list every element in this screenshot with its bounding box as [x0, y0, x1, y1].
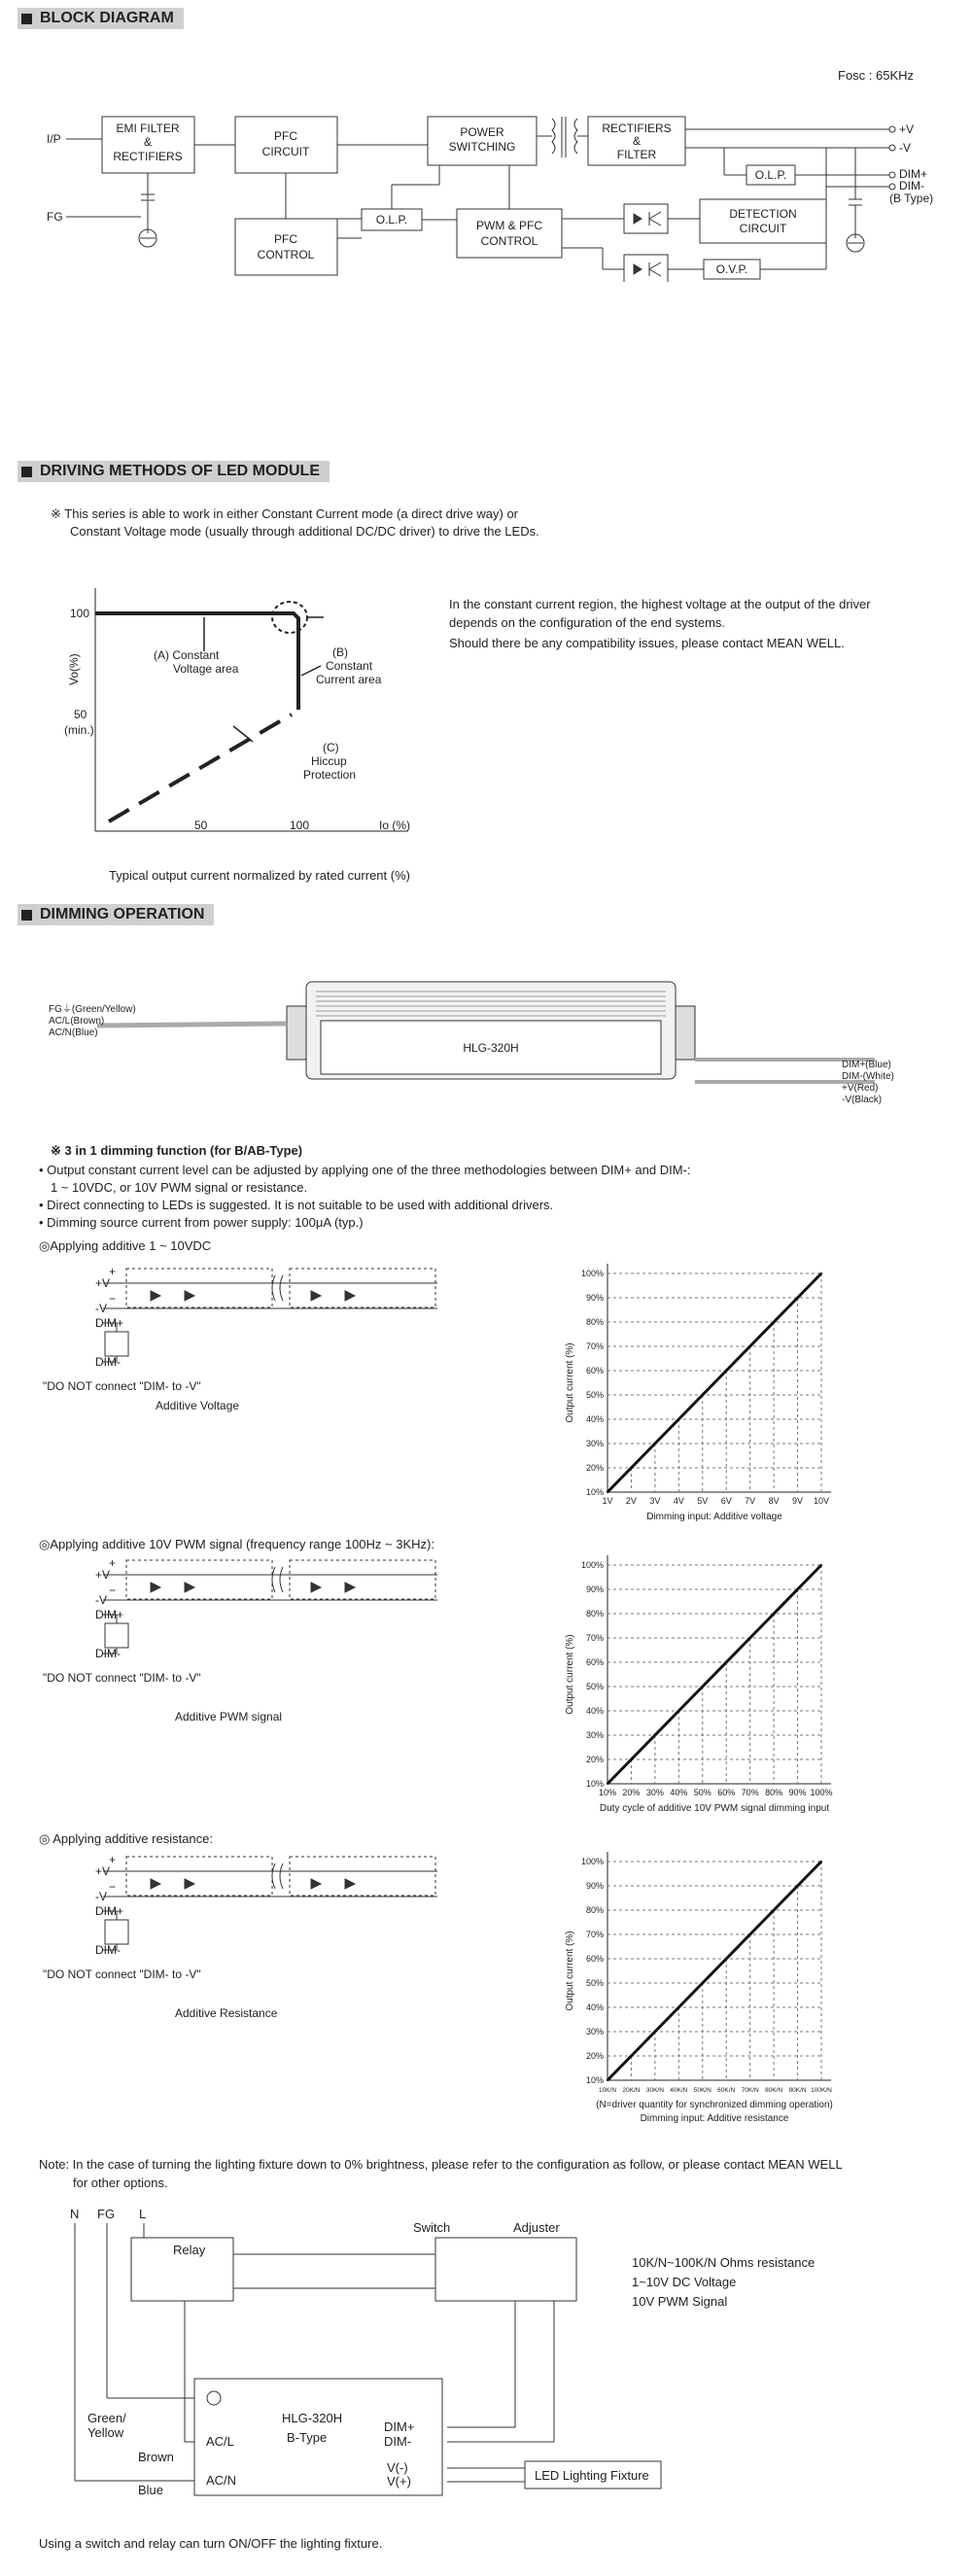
sub-heading-voltage: ◎Applying additive 1 ~ 10VDC [39, 1238, 212, 1253]
terminal-icon [889, 126, 895, 132]
chart-x-tick-label: 40K/N [670, 2087, 688, 2094]
chart-x-tick-label: 8V [768, 1496, 780, 1506]
pwr-line1: POWER [460, 125, 504, 139]
pwr-line2: SWITCHING [448, 140, 516, 154]
chart-y-tick-label: 60% [585, 1954, 604, 1964]
chart-x-axis-label: Dimming input: Additive voltage [646, 1512, 782, 1522]
dimming-bullet-1b: 1 ~ 10VDC, or 10V PWM signal or resistance. [51, 1180, 308, 1195]
chart-data-point [702, 1394, 704, 1396]
btype-label: (B Type) [889, 191, 934, 205]
terminal-vp-label: +V [95, 1276, 111, 1290]
switch-label: Switch [413, 2220, 451, 2235]
adjuster-option-3: 10V PWM Signal [632, 2294, 728, 2309]
led-diode-icon [311, 1879, 321, 1889]
chart-data-point [677, 1710, 679, 1712]
det-line1: DETECTION [729, 207, 797, 221]
chart-x-tick-label: 60% [717, 1788, 736, 1797]
chart-y-tick-label: 70% [585, 1930, 604, 1939]
led-group-dashed-box [290, 1857, 435, 1896]
chart-data-point [820, 1564, 822, 1566]
label-c-2: Hiccup [311, 754, 347, 768]
n-label: N [70, 2207, 80, 2221]
ovp-label: O.V.P. [715, 262, 748, 276]
driving-desc-3: Should there be any compatibility issues, please contact MEAN WELL. [449, 636, 845, 650]
chart-x-tick-label: 60K/N [717, 2087, 736, 2094]
chart-x-tick-label: 5V [697, 1496, 709, 1506]
emi-line3: RECTIFIERS [113, 150, 183, 163]
footer-note: Using a switch and relay can turn ON/OFF the lighting fixture. [39, 2536, 383, 2551]
terminal-dimm-label: DIM- [95, 1355, 121, 1369]
chart-x-axis-label: (N=driver quantity for synchronized dimming operation) [596, 2100, 833, 2110]
input-cable [97, 1024, 287, 1026]
chart-y-tick-label: 90% [585, 1584, 604, 1594]
led-group-dashed-box [126, 1269, 272, 1307]
chart-y-tick-label: 80% [585, 1609, 604, 1619]
ip-label: I/P [47, 132, 61, 146]
chart-x-tick-label: 30% [645, 1788, 664, 1797]
pwm-pfc-control-box [457, 209, 562, 258]
break-marks [272, 1567, 283, 1592]
chart-y-tick-label: 40% [585, 1414, 604, 1424]
led-fixture-label: LED Lighting Fixture [535, 2468, 649, 2483]
chart-y-tick-label: 70% [585, 1341, 604, 1351]
chart-y-tick-label: 10% [585, 2075, 604, 2085]
chart-x-tick-label: 100% [810, 1788, 833, 1797]
driver-model-label: HLG-320H [282, 2411, 343, 2425]
heading-bullet-icon [21, 910, 32, 921]
fosc-label: Fosc : 65KHz [838, 68, 915, 83]
dimm-label: DIM- [899, 179, 924, 192]
chart-data-point [820, 1861, 822, 1862]
chart-data-point [797, 1885, 799, 1887]
wiring-diagram-resistance [39, 1852, 476, 2085]
chart-x-tick-label: 70K/N [741, 2087, 759, 2094]
chart-y-axis-label: Output current (%) [565, 1931, 575, 2011]
highlight-circle [272, 602, 307, 633]
chart-x-tick-label: 4V [673, 1496, 684, 1506]
dimming-source-icon [105, 1920, 128, 1944]
optocoupler-icon [624, 255, 668, 282]
adjuster-option-2: 1~10V DC Voltage [632, 2275, 737, 2289]
chart-data-point [607, 2079, 608, 2081]
chart-series-line [608, 1565, 821, 1784]
chart-data-point [702, 1686, 704, 1688]
left-gland [287, 1006, 306, 1060]
chart-y-tick-label: 100% [580, 1560, 604, 1570]
chart-y-tick-label: 40% [585, 2002, 604, 2012]
chart-y-tick-label: 100% [580, 1857, 604, 1866]
chart-x-tick-label: 10K/N [598, 2087, 617, 2094]
dimming-bullet-2: • Direct connecting to LEDs is suggested. It is not suitable to be used with additional drivers. [39, 1198, 554, 1212]
led-diode-icon [345, 1583, 355, 1592]
wire-vp-label: +V(Red) [842, 1083, 879, 1094]
chart-x-tick-label: 6V [720, 1496, 732, 1506]
chart-y-tick-label: 30% [585, 1439, 604, 1448]
chart-x-tick-label: 20K/N [622, 2087, 641, 2094]
pfc-line2: CIRCUIT [261, 145, 310, 158]
label-a-2: Voltage area [173, 662, 239, 676]
minus-sign: − [109, 1292, 117, 1305]
driving-note-2: Constant Voltage mode (usually through additional DC/DC driver) to drive the LEDs. [70, 524, 539, 539]
emi-line2: & [143, 135, 153, 149]
y-tick-100: 100 [70, 607, 90, 620]
wire-acn-label: AC/N(Blue) [49, 1027, 98, 1038]
chart-data-point [677, 1418, 679, 1420]
chart-x-tick-label: 2V [625, 1496, 637, 1506]
chart-y-tick-label: 90% [585, 1293, 604, 1303]
led-diode-icon [311, 1291, 321, 1301]
terminal-icon [889, 184, 895, 190]
led-diode-icon [151, 1879, 160, 1889]
chart-y-tick-label: 50% [585, 1978, 604, 1988]
dimm-terminal-label: DIM- [384, 2434, 412, 2449]
chart-x-tick-label: 50% [693, 1788, 712, 1797]
acl-terminal-label: AC/L [206, 2434, 234, 2449]
dimming-source-icon [105, 1623, 128, 1648]
chart-y-tick-label: 40% [585, 1706, 604, 1716]
wire-acl-label: AC/L(Brown) [49, 1016, 105, 1027]
terminal-dimp-label: DIM+ [95, 1608, 124, 1621]
block-diagram-heading: BLOCK DIAGRAM [40, 10, 174, 26]
label-b-2: Constant [326, 659, 373, 673]
driver-model-label: HLG-320H [463, 1041, 519, 1055]
driving-caption: Typical output current normalized by rated current (%) [109, 868, 410, 883]
do-not-connect-note: "DO NOT connect "DIM- to -V" [43, 1671, 201, 1685]
terminal-dimp-label: DIM+ [95, 1904, 124, 1918]
chart-data-point [702, 1982, 704, 1984]
chart-data-point [773, 1321, 775, 1323]
acn-terminal-label: AC/N [206, 2473, 237, 2488]
rect-line1: RECTIFIERS [602, 122, 672, 135]
pwm-line2: CONTROL [480, 234, 538, 248]
driver-illustration [39, 967, 953, 1118]
arrow-c [233, 726, 253, 742]
chart-y-tick-label: 20% [585, 1463, 604, 1473]
driving-note-1: ※ This series is able to work in either Constant Current mode (a direct drive way) or [51, 506, 519, 521]
chart-x-tick-label: 10V [813, 1496, 830, 1506]
chart-x-tick-label: 10% [598, 1788, 617, 1797]
driving-heading: DRIVING METHODS OF LED MODULE [40, 463, 320, 479]
adjuster-option-1: 10K/N~100K/N Ohms resistance [632, 2255, 816, 2270]
driver-type-label: B-Type [287, 2430, 328, 2445]
pfc-line1: PFC [274, 129, 297, 143]
chart-x-tick-label: 7V [745, 1496, 756, 1506]
chart-x-tick-label: 30K/N [645, 2087, 664, 2094]
relay-switch-diagram [39, 2199, 914, 2520]
chart-y-axis-label: Output current (%) [565, 1634, 575, 1715]
chart-x-tick-label: 80% [765, 1788, 783, 1797]
chart-x-tick-label: 70% [741, 1788, 759, 1797]
y-tick-min: (min.) [64, 723, 94, 737]
chart-data-point [820, 1272, 822, 1274]
chart-y-tick-label: 10% [585, 1779, 604, 1789]
terminal-vp-label: +V [95, 1568, 111, 1582]
ground-icon [207, 2391, 221, 2405]
x-tick-100: 100 [290, 818, 310, 832]
chart-data-point [725, 1958, 727, 1960]
yellow-label: Yellow [87, 2425, 124, 2440]
chart-data-point [797, 1588, 799, 1590]
terminal-dimm-label: DIM- [95, 1943, 121, 1957]
chart-y-tick-label: 20% [585, 2051, 604, 2061]
chart-data-point [630, 1758, 632, 1760]
blue-label: Blue [138, 2483, 164, 2497]
y-axis-label: Vo(%) [67, 653, 81, 685]
terminal-vm-label: -V [95, 1890, 107, 1903]
heading-bullet-icon [21, 467, 32, 477]
vp-terminal-label: V(+) [387, 2474, 411, 2489]
wire-dimm-label: DIM-(White) [842, 1071, 894, 1082]
source-label-pwm: Additive PWM signal [175, 1710, 283, 1723]
dimming-heading: DIMMING OPERATION [40, 906, 205, 922]
l-label: L [139, 2207, 147, 2221]
wire-fg-label: FG⏚(Green/Yellow) [49, 1004, 136, 1015]
dimp-terminal-label: DIM+ [384, 2419, 415, 2434]
chart-x-axis-label-2: Dimming input: Additive resistance [640, 2113, 789, 2124]
rect-line2: & [632, 134, 642, 148]
chart-y-tick-label: 90% [585, 1881, 604, 1891]
y-tick-50: 50 [74, 708, 87, 721]
chart-series-line [608, 1273, 821, 1492]
chart-data-point [654, 2031, 656, 2033]
label-a-1: (A) Constant [154, 648, 220, 662]
chart-y-tick-label: 70% [585, 1633, 604, 1643]
vm-terminal-label: V(-) [387, 2460, 408, 2475]
break-marks [272, 1863, 283, 1889]
chart-data-point [773, 1909, 775, 1911]
do-not-connect-note: "DO NOT connect "DIM- to -V" [43, 1967, 201, 1981]
chart-x-tick-label: 3V [649, 1496, 661, 1506]
source-label-resistance: Additive Resistance [175, 2006, 278, 2020]
section-heading-dimming [17, 904, 214, 925]
label-c-1: (C) [323, 741, 339, 754]
led-group-dashed-box [290, 1269, 435, 1307]
do-not-connect-note: "DO NOT connect "DIM- to -V" [43, 1379, 201, 1393]
wire-dimp-label: DIM+(Blue) [842, 1060, 891, 1070]
section-heading-driving [17, 461, 330, 482]
minus-sign: − [109, 1880, 117, 1894]
vplus-label: +V [899, 122, 915, 136]
source-label-voltage: Additive Voltage [156, 1399, 240, 1412]
brown-label: Brown [138, 2450, 174, 2464]
chart-x-tick-label: 50K/N [693, 2087, 712, 2094]
chart-y-tick-label: 60% [585, 1657, 604, 1667]
chart-data-point [607, 1491, 608, 1493]
wiring-diagram-pwm [39, 1555, 476, 1789]
led-diode-icon [311, 1583, 321, 1592]
pfcc-line2: CONTROL [257, 248, 315, 261]
chart-data-point [749, 1637, 751, 1639]
x-tick-50: 50 [194, 818, 208, 832]
olp-right-label: O.L.P. [754, 168, 787, 182]
led-group-dashed-box [126, 1560, 272, 1599]
chart-x-tick-label: 90% [788, 1788, 807, 1797]
driving-desc-1: In the constant current region, the highest voltage at the output of the driver [449, 597, 871, 611]
chart-data-point [725, 1661, 727, 1663]
terminal-vp-label: +V [95, 1864, 111, 1878]
dimming-bullet-3: • Dimming source current from power supply: 100μA (typ.) [39, 1215, 364, 1230]
plus-sign: + [109, 1853, 117, 1866]
pfcc-line1: PFC [274, 232, 297, 246]
fg-label: FG [97, 2207, 116, 2221]
driving-desc-2: depends on the configuration of the end systems. [449, 615, 726, 630]
optocoupler-icon [624, 204, 668, 233]
break-marks [272, 1275, 283, 1301]
plus-sign: + [109, 1265, 117, 1278]
chart-y-tick-label: 20% [585, 1755, 604, 1764]
olp-left-label: O.L.P. [375, 213, 408, 226]
label-b-3: Current area [316, 673, 382, 686]
chart-data-point [749, 1345, 751, 1347]
terminal-vm-label: -V [95, 1302, 107, 1315]
chart-x-tick-label: 40% [670, 1788, 688, 1797]
driving-graph [29, 578, 437, 899]
chart-y-tick-label: 50% [585, 1390, 604, 1400]
chart-x-tick-label: 100K/N [811, 2087, 832, 2094]
chart-data-point [725, 1370, 727, 1372]
chart-series-line [608, 1862, 821, 2080]
chart-y-tick-label: 60% [585, 1366, 604, 1375]
label-c-3: Protection [303, 768, 357, 782]
dimming-chart-pwm [559, 1550, 855, 1832]
terminal-dimm-label: DIM- [95, 1647, 121, 1660]
dimming-chart-voltage [559, 1259, 855, 1541]
chart-y-axis-label: Output current (%) [565, 1342, 575, 1423]
led-diode-icon [185, 1583, 194, 1592]
wiring-diagram-voltage [39, 1264, 476, 1497]
chart-data-point [654, 1734, 656, 1736]
led-diode-icon [345, 1879, 355, 1889]
chart-x-tick-label: 9V [792, 1496, 804, 1506]
chart-data-point [773, 1613, 775, 1615]
led-diode-icon [151, 1291, 160, 1301]
plus-sign: + [109, 1556, 117, 1570]
chart-y-tick-label: 30% [585, 2027, 604, 2036]
led-diode-icon [185, 1879, 194, 1889]
led-group-dashed-box [126, 1857, 272, 1896]
chart-x-axis-label: Duty cycle of additive 10V PWM signal dimming input [599, 1803, 830, 1814]
rect-line3: FILTER [616, 148, 657, 161]
fg-label: FG [47, 210, 63, 224]
dimp-label: DIM+ [899, 167, 928, 181]
led-group-dashed-box [290, 1560, 435, 1599]
chart-x-tick-label: 80K/N [765, 2087, 783, 2094]
led-diode-icon [185, 1291, 194, 1301]
heading-bullet-icon [21, 14, 32, 24]
dimming-bullet-1: • Output constant current level can be adjusted by applying one of the three methodologies between DIM+ and DIM-: [39, 1163, 691, 1177]
chart-y-tick-label: 80% [585, 1905, 604, 1915]
sub-heading-pwm: ◎Applying additive 10V PWM signal (frequency range 100Hz ~ 3KHz): [39, 1537, 434, 1551]
chart-data-point [677, 2006, 679, 2008]
wire-vm-label: -V(Black) [842, 1095, 883, 1105]
chart-x-tick-label: 1V [602, 1496, 613, 1506]
green-label: Green/ [87, 2411, 126, 2425]
chart-x-tick-label: 20% [622, 1788, 641, 1797]
pfc-control-box [235, 219, 337, 275]
chart-data-point [749, 1933, 751, 1935]
transformer-icon [552, 117, 577, 157]
chart-data-point [797, 1297, 799, 1299]
dimming-chart-resistance [559, 1847, 855, 2139]
led-diode-icon [151, 1583, 160, 1592]
note-line-2: for other options. [73, 2176, 168, 2190]
chart-data-point [630, 1467, 632, 1469]
chart-x-tick-label: 90K/N [788, 2087, 807, 2094]
pwm-line1: PWM & PFC [476, 219, 542, 232]
chart-y-tick-label: 30% [585, 1730, 604, 1740]
x-axis-label: Io (%) [379, 818, 411, 832]
chart-data-point [607, 1783, 608, 1785]
switch-adjuster-box [435, 2238, 576, 2301]
section-heading-block-diagram [17, 8, 184, 29]
chart-data-point [654, 1443, 656, 1445]
terminal-icon [889, 145, 895, 151]
vminus-label: -V [899, 141, 911, 155]
sub-heading-resistance: ◎ Applying additive resistance: [39, 1831, 213, 1846]
terminal-dimp-label: DIM+ [95, 1316, 124, 1330]
dimming-source-icon [105, 1332, 128, 1356]
relay-label: Relay [173, 2243, 206, 2257]
emi-line1: EMI FILTER [116, 122, 180, 135]
hiccup-curve [109, 714, 292, 821]
chart-y-tick-label: 50% [585, 1682, 604, 1691]
chart-y-tick-label: 100% [580, 1269, 604, 1278]
terminal-icon [889, 172, 895, 178]
adjuster-label: Adjuster [513, 2220, 560, 2235]
det-line2: CIRCUIT [739, 222, 787, 235]
three-in-one-title: ※ 3 in 1 dimming function (for B/AB-Type) [51, 1143, 303, 1158]
label-b-1: (B) [332, 645, 348, 659]
block-diagram [0, 39, 972, 282]
chart-y-tick-label: 80% [585, 1317, 604, 1327]
note-line-1: Note: In the case of turning the lighting fixture down to 0% brightness, please refer to the configuration as follow, or please contact MEAN WELL [39, 2157, 843, 2172]
terminal-vm-label: -V [95, 1593, 107, 1607]
led-diode-icon [345, 1291, 355, 1301]
right-gland [676, 1006, 695, 1060]
chart-data-point [630, 2055, 632, 2057]
chart-y-tick-label: 10% [585, 1487, 604, 1497]
minus-sign: − [109, 1584, 117, 1597]
